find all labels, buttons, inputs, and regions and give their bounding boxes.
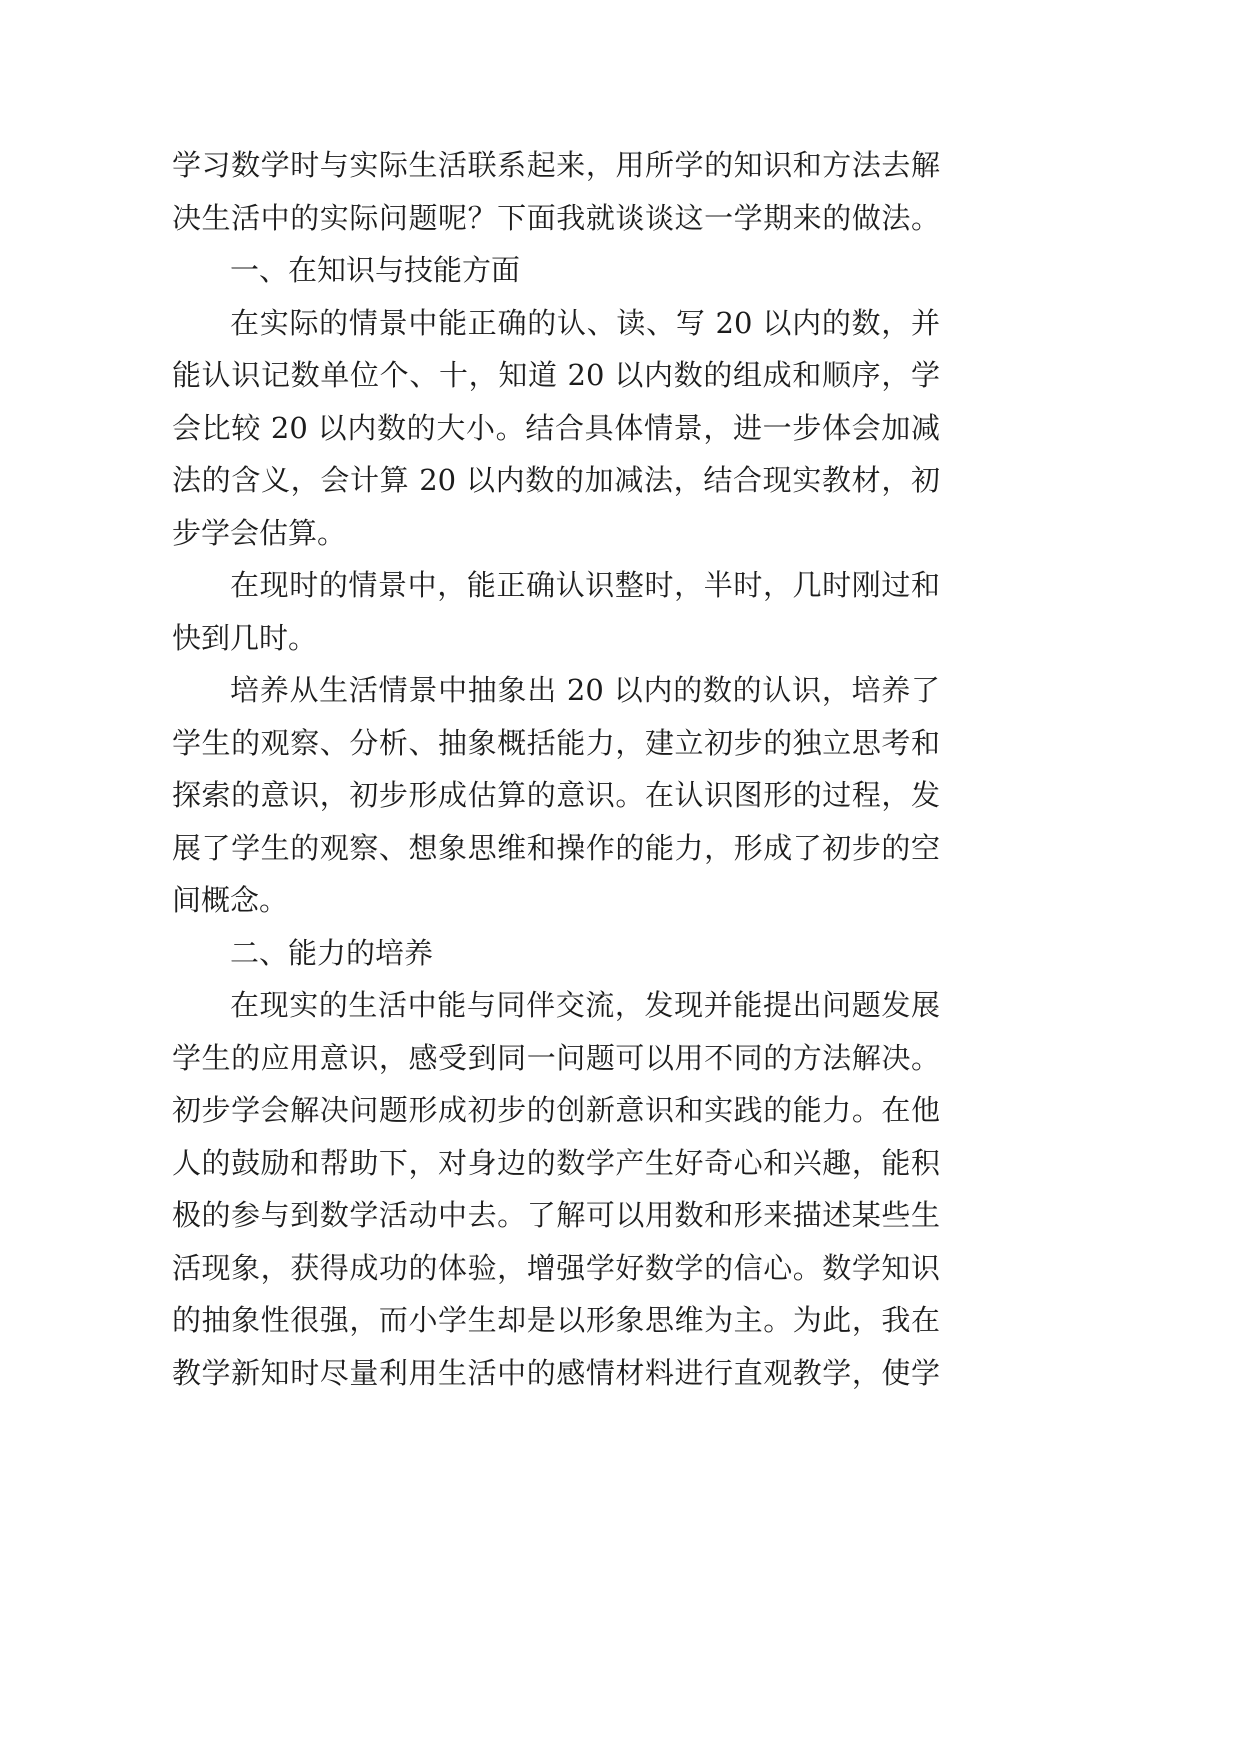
section-heading-knowledge-skills: [172, 244, 940, 297]
text-line: 在现实的生活中能与同伴交流，发现并能提出问题发展: [230, 988, 940, 1022]
text-line: 法的含义，会计算 20 以内数的加减法，结合现实教材，初: [172, 463, 940, 497]
paragraph-real-life-application: [172, 979, 940, 1399]
text-line: 步学会估算。: [172, 515, 347, 550]
text-line: 学生的观察、分析、抽象概括能力，建立初步的独立思考和: [172, 725, 940, 760]
text-line: 会比较 20 以内数的大小。结合具体情景，进一步体会加减: [172, 410, 940, 445]
text-line: 间概念。: [172, 883, 289, 917]
text-line: 培养从生活情景中抽象出 20 以内的数的认识，培养了: [230, 673, 940, 707]
text-line: 在现时的情景中，能正确认识整时，半时，几时刚过和: [230, 568, 940, 602]
text-line: 初步学会解决问题形成初步的创新意识和实践的能力。在他: [172, 1093, 940, 1127]
text-line: 活现象，获得成功的体验，增强学好数学的信心。数学知识: [172, 1250, 940, 1285]
text-line: 人的鼓励和帮助下，对身边的数学产生好奇心和兴趣，能积: [172, 1145, 940, 1180]
paragraph-continuation: [172, 139, 940, 244]
text-line: 探索的意识，初步形成估算的意识。在认识图形的过程，发: [172, 778, 940, 812]
text-line: 学习数学时与实际生活联系起来，用所学的知识和方法去解: [172, 148, 940, 182]
text-line: 极的参与到数学活动中去。了解可以用数和形来描述某些生: [172, 1198, 940, 1232]
section-heading-ability-cultivation: [172, 927, 940, 980]
text-line: 能认识记数单位个、十，知道 20 以内数的组成和顺序，学: [172, 358, 940, 392]
text-line: 展了学生的观察、想象思维和操作的能力，形成了初步的空: [172, 830, 940, 865]
heading-line: 一、在知识与技能方面: [230, 253, 521, 287]
text-line: 快到几时。: [172, 620, 318, 655]
document-body: [172, 139, 940, 1399]
paragraph-abstraction-ability: [172, 664, 940, 927]
heading-line: 二、能力的培养: [230, 935, 434, 970]
text-line: 教学新知时尽量利用生活中的感情材料进行直观教学，使学: [172, 1355, 940, 1390]
paragraph-telling-time: [172, 559, 940, 664]
paragraph-numbers-within-20: [172, 297, 940, 560]
text-line: 在实际的情景中能正确的认、读、写 20 以内的数，并: [230, 305, 940, 340]
text-line: 决生活中的实际问题呢？下面我就谈谈这一学期来的做法。: [172, 200, 940, 235]
text-line: 学生的应用意识，感受到同一问题可以用不同的方法解决。: [172, 1040, 940, 1075]
text-line: 的抽象性很强，而小学生却是以形象思维为主。为此，我在: [172, 1303, 940, 1337]
